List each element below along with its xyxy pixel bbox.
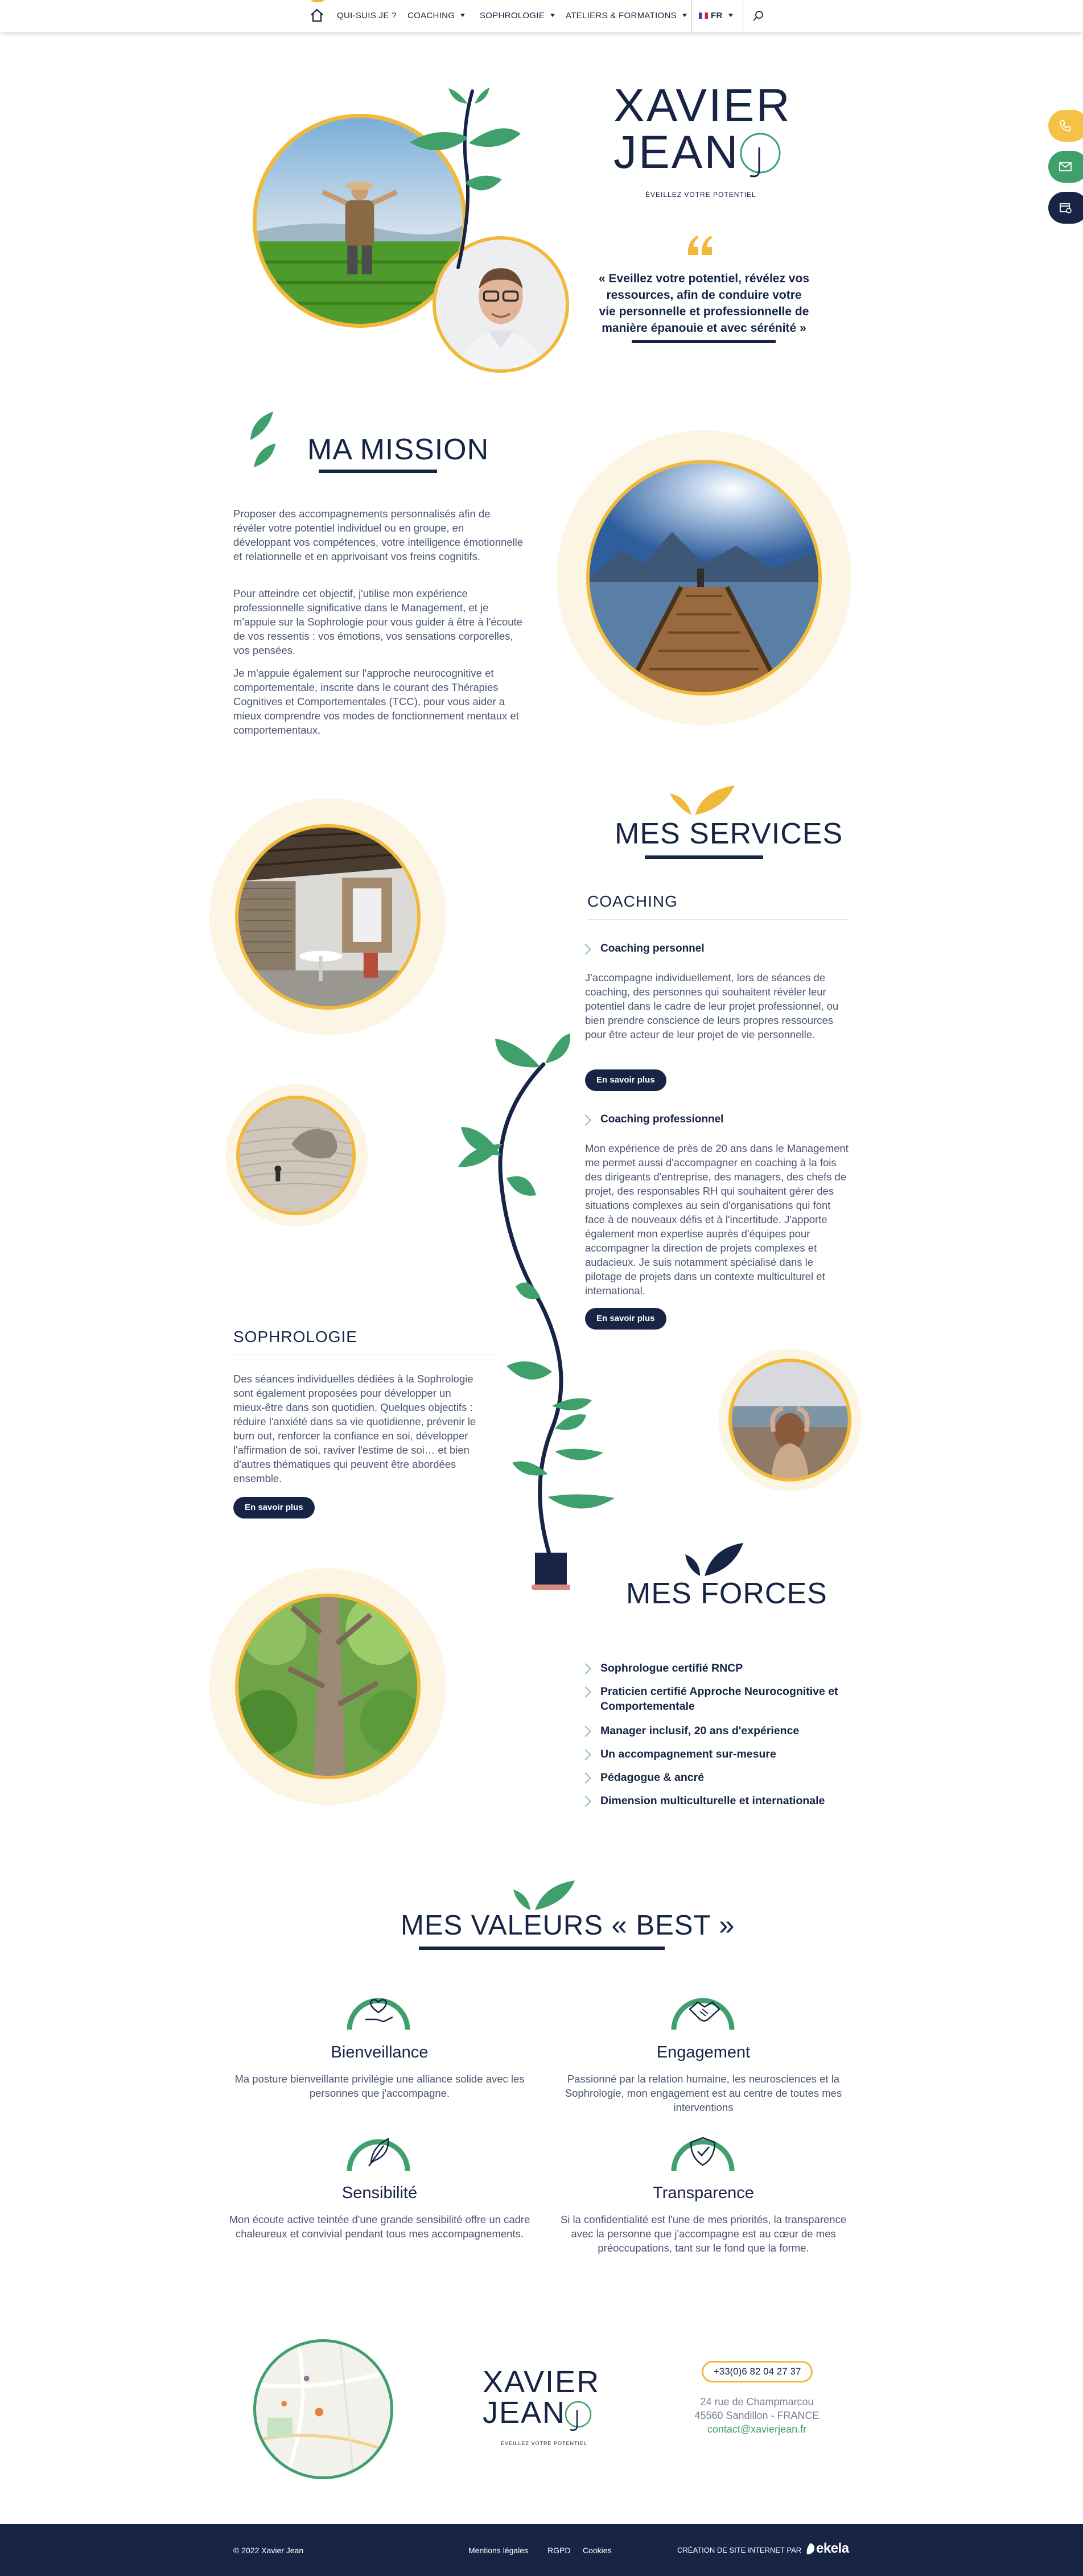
nav-label: QUI-SUIS JE ? [337, 11, 397, 20]
nav-item-qui-suis-je[interactable] [337, 0, 397, 32]
brand-logo[interactable] [613, 80, 796, 199]
services-photo-zen-garden [236, 1096, 356, 1215]
chevron-right-icon [580, 944, 591, 955]
chevron-right-icon [580, 1726, 591, 1737]
value-text-sensibilite: Mon écoute active teintée d'une grande sensibilité offre un cadre chaleureux et convivial pendant tous mes accompagnements. [229, 2213, 530, 2240]
sophrologie-title: SOPHROLOGIE [233, 1328, 357, 1345]
sophrologie-text: Des séances individuelles dédiées à la Sophrologie sont également proposées pour développer un mieux-être dans son quotidien. Quelques objectifs : réduire l'anxiété dans sa vie quotidienne, prévenir le burn out, renforcer la confiance en soi, développer l'affirmation de soi, raviver l'estime de soi… et bien d'autres thématiques qui peuvent être abordées ensemble. [233, 1373, 476, 1484]
phone-button[interactable] [1048, 110, 1083, 142]
shield-check-icon [670, 2125, 735, 2173]
top-navigation [0, 0, 1083, 32]
value-title-bienveillance: Bienveillance [331, 2043, 429, 2061]
nav-item-ateliers-formations[interactable] [566, 0, 687, 32]
hero-quote: « Eveillez votre potentiel, révélez vos ressources, afin de conduire votre vie personnelle et professionnelle de manière épanouie et avec sérénité » [599, 272, 809, 335]
footer-logo[interactable] [483, 2365, 608, 2446]
language-label: FR [711, 11, 723, 20]
forces-photo-tree [235, 1594, 421, 1779]
footer-logo-line1: XAVIER [483, 2365, 600, 2399]
green-leaves-icon [510, 1878, 578, 1912]
nav-label: COACHING [407, 11, 455, 20]
navy-leaves-icon [683, 1540, 746, 1579]
flag-fr-icon [699, 13, 708, 19]
footer-link-rgpd[interactable]: RGPD [547, 2546, 571, 2555]
services-photo-interior [235, 824, 421, 1010]
force-item: Un accompagnement sur-mesure [600, 1748, 776, 1760]
coaching-personnel-more-button[interactable]: En savoir plus [585, 1069, 666, 1091]
credit-text: CRÉATION DE SITE INTERNET PAR [677, 2546, 802, 2554]
force-item: Praticien certifié Approche Neurocognitive et Comportementale [600, 1685, 838, 1713]
coaching-professionnel-text: Mon expérience de près de 20 ans dans le Management me permet aussi d'accompagner en coaching à la fois des dirigeants d'entreprise, des managers, des chefs de projet, des responsables RH qui souhaitent gérer des situations complexes au sein d'organisations qui font face à de nouveaux défis et à l'incertitude. J'apporte également mon expertise auprès d'équipes pour accompagner la direction de projets complexes et audacieux. Je suis notamment spécialisé dans le pilotage de projets dans un contexte multiculturel et international. [585, 1142, 849, 1297]
mission-paragraph-1: Proposer des accompagnements personnalisés afin de révéler votre potentiel individuel ou en groupe, en développant vos compétences, votre intelligence émotionnelle et relationnelle et en apprivoisant vos freins cognitifs. [233, 508, 524, 562]
caret-down-icon [550, 14, 555, 17]
nav-label: ATELIERS & FORMATIONS [566, 11, 677, 20]
mission-paragraph-2: Pour atteindre cet objectif, j'utilise mon expérience professionnelle significative dans le Management, et je m'appuie sur la Sophrologie pour vous guider à être à l'écoute de vos ressentis : vos émotions, vos sensations corporelles, vos pensées. [233, 587, 522, 656]
force-item: Pédagogue & ancré [600, 1771, 705, 1784]
logo-swirl-icon [562, 2400, 600, 2434]
mission-paragraph-3: Je m'appuie également sur l'approche neurocognitive et comportementale, inscrite dans le courant des Thérapies Cognitives et Comportementales (TCC), pour vous aider a mieux comprendre vos modes de fonctionnement mentaux et comportementaux. [233, 667, 519, 736]
appointment-button[interactable] [1048, 192, 1083, 224]
values-title-underline [419, 1947, 665, 1950]
gold-leaves-icon [669, 784, 737, 818]
value-text-engagement: Passionné par la relation humaine, les neurosciences et la Sophrologie, mon engagement est au centre de toutes mes interventions [565, 2073, 842, 2113]
nav-label: SOPHROLOGIE [480, 11, 545, 20]
values-title: MES VALEURS « BEST » [401, 1910, 735, 1941]
nav-separator [691, 0, 692, 32]
caret-down-icon [682, 14, 687, 17]
chevron-right-icon [580, 1663, 591, 1674]
coaching-title: COACHING [587, 892, 678, 910]
services-photo-beach [728, 1359, 851, 1482]
decorative-vine [444, 1007, 637, 1611]
logo-name-line1: XAVIER [613, 80, 792, 131]
feather-icon [346, 2125, 411, 2173]
ekela-leaf-icon [805, 2542, 816, 2556]
caret-down-icon [460, 14, 465, 17]
sophrologie-more-button[interactable]: En savoir plus [233, 1497, 315, 1519]
phone-link[interactable]: +33(0)6 82 04 27 37 [702, 2361, 813, 2382]
footer-bar [0, 2524, 1083, 2576]
chevron-right-icon [580, 1772, 591, 1784]
value-title-transparence: Transparence [653, 2184, 754, 2202]
address-line-1: 24 rue de Champmarcou [700, 2396, 814, 2408]
address-line-2: 45560 Sandillon - FRANCE [694, 2410, 820, 2421]
coaching-professionnel-title: Coaching professionnel [600, 1113, 724, 1125]
heart-hand-icon [346, 1984, 411, 2032]
location-map[interactable] [253, 2339, 393, 2479]
logo-name-line2: JEAN [613, 126, 740, 178]
email-link[interactable]: contact@xavierjean.fr [707, 2423, 807, 2435]
value-text-bienveillance: Ma posture bienveillante privilégie une alliance solide avec les personnes que j'accompagne. [234, 2073, 525, 2099]
active-indicator [309, 0, 326, 2]
email-button[interactable] [1048, 151, 1083, 183]
agency-name: ekela [816, 2541, 849, 2556]
home-icon[interactable] [310, 8, 324, 23]
mail-icon [1059, 161, 1072, 173]
forces-title: MES FORCES [626, 1577, 827, 1610]
coaching-personnel-title: Coaching personnel [600, 943, 705, 954]
mission-title-underline [319, 470, 437, 473]
logo-tagline: ÉVEILLEZ VOTRE POTENTIEL [645, 191, 756, 199]
footer-link-mentions[interactable]: Mentions légales [468, 2546, 529, 2555]
calendar-icon [1059, 201, 1072, 215]
copyright-text: © 2022 Xavier Jean [233, 2546, 304, 2555]
quote-underline [632, 340, 776, 343]
force-item: Dimension multiculturelle et internationale [600, 1795, 825, 1807]
nav-item-sophrologie[interactable] [480, 0, 555, 32]
coaching-divider [587, 919, 849, 920]
footer-logo-tagline: ÉVEILLEZ VOTRE POTENTIEL [501, 2441, 588, 2446]
chevron-right-icon [580, 1796, 591, 1807]
decorative-branch-hero [404, 85, 524, 273]
logo-swirl-icon [738, 130, 792, 182]
chevron-right-icon [580, 1686, 591, 1698]
services-title-underline [645, 855, 763, 859]
handshake-icon [670, 1984, 735, 2032]
leaf-icon [246, 408, 280, 476]
force-item: Manager inclusif, 20 ans d'expérience [600, 1725, 800, 1737]
search-icon[interactable] [752, 10, 764, 22]
value-title-sensibilite: Sensibilité [341, 2184, 418, 2202]
value-title-engagement: Engagement [656, 2043, 751, 2061]
force-item: Sophrologue certifié RNCP [600, 1662, 743, 1674]
coaching-professionnel-more-button[interactable]: En savoir plus [585, 1308, 666, 1330]
quote-icon [686, 233, 714, 256]
services-title: MES SERVICES [615, 817, 843, 850]
coaching-personnel-text: J'accompagne individuellement, lors de séances de coaching, des personnes qui souhaitent révéler leur potentiel dans le cadre de leur projet professionnel, ou bien prendre conscience de leurs propres ressources pour être acteur de leur projet de vie personnelle. [585, 972, 839, 1040]
map-pin-icon [315, 2408, 323, 2417]
value-text-transparence: Si la confidentialité est l'une de mes priorités, la transparence avec la personne que j'accompagne est au cœur de mes préoccupations, tant sur le fond que la forme. [560, 2213, 847, 2254]
caret-down-icon [728, 14, 733, 17]
mission-title: MA MISSION [307, 433, 489, 466]
footer-link-cookies[interactable]: Cookies [583, 2546, 612, 2555]
footer-logo-line2: JEAN [483, 2396, 566, 2430]
mission-photo-pier [586, 460, 822, 696]
nav-item-coaching[interactable] [407, 0, 465, 32]
phone-icon [1059, 119, 1072, 133]
chevron-right-icon [580, 1749, 591, 1760]
language-selector[interactable] [699, 0, 733, 32]
